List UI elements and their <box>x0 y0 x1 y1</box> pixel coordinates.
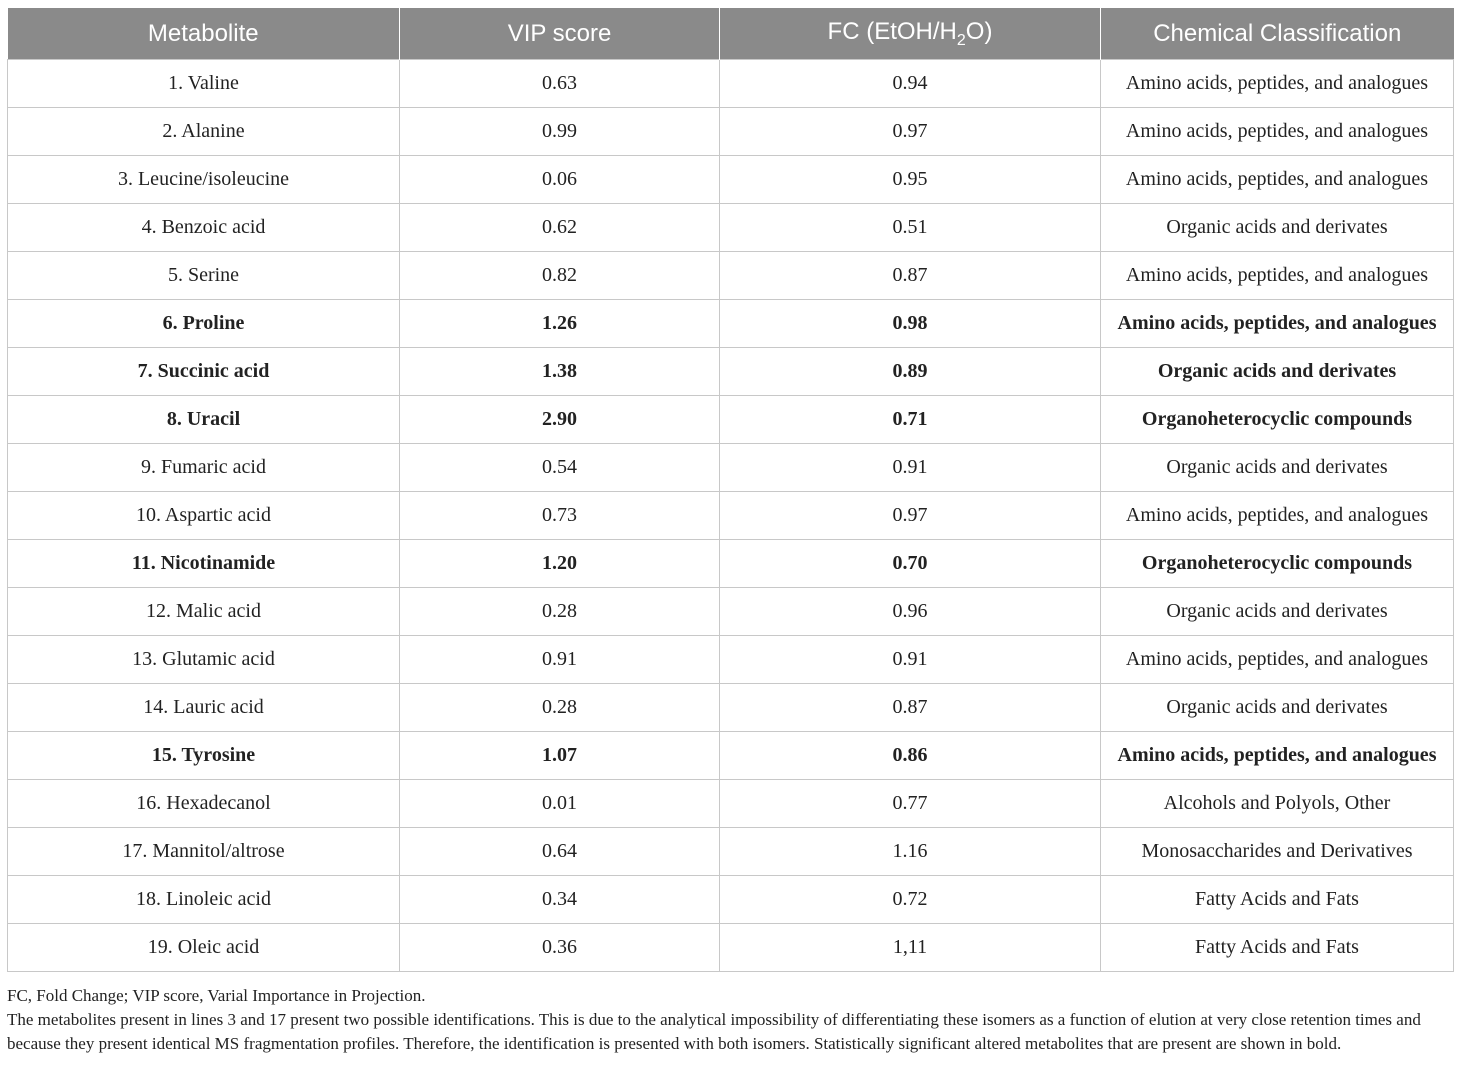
cell-chemical-classification: Organoheterocyclic compounds <box>1101 540 1454 588</box>
table-footnotes <box>7 984 1453 1056</box>
cell-vip-score: 1.26 <box>400 300 720 348</box>
cell-metabolite: 6. Proline <box>8 300 400 348</box>
cell-vip-score: 0.34 <box>400 876 720 924</box>
cell-chemical-classification: Organic acids and derivates <box>1101 204 1454 252</box>
metabolite-table-container <box>7 8 1453 972</box>
cell-metabolite: 17. Mannitol/altrose <box>8 828 400 876</box>
table-row <box>8 396 1454 444</box>
cell-metabolite: 7. Succinic acid <box>8 348 400 396</box>
cell-metabolite: 13. Glutamic acid <box>8 636 400 684</box>
header-fold-change <box>720 8 1101 60</box>
cell-vip-score: 0.63 <box>400 60 720 108</box>
cell-fold-change: 0.86 <box>720 732 1101 780</box>
cell-metabolite: 2. Alanine <box>8 108 400 156</box>
cell-fold-change: 1,11 <box>720 924 1101 972</box>
cell-metabolite: 3. Leucine/isoleucine <box>8 156 400 204</box>
cell-fold-change: 0.95 <box>720 156 1101 204</box>
header-metabolite: Metabolite <box>8 8 400 60</box>
cell-metabolite: 4. Benzoic acid <box>8 204 400 252</box>
table-row <box>8 204 1454 252</box>
cell-fold-change: 0.87 <box>720 252 1101 300</box>
cell-fold-change: 0.89 <box>720 348 1101 396</box>
header-fc-prefix: FC (EtOH/H <box>827 17 957 45</box>
table-row <box>8 444 1454 492</box>
cell-chemical-classification: Amino acids, peptides, and analogues <box>1101 108 1454 156</box>
cell-vip-score: 0.99 <box>400 108 720 156</box>
table-row <box>8 108 1454 156</box>
cell-metabolite: 11. Nicotinamide <box>8 540 400 588</box>
cell-vip-score: 0.91 <box>400 636 720 684</box>
cell-vip-score: 0.82 <box>400 252 720 300</box>
cell-metabolite: 14. Lauric acid <box>8 684 400 732</box>
cell-chemical-classification: Amino acids, peptides, and analogues <box>1101 252 1454 300</box>
cell-fold-change: 0.71 <box>720 396 1101 444</box>
table-row <box>8 156 1454 204</box>
header-fc-subscript: 2 <box>956 31 966 49</box>
cell-vip-score: 0.28 <box>400 588 720 636</box>
table-row <box>8 300 1454 348</box>
cell-chemical-classification: Amino acids, peptides, and analogues <box>1101 156 1454 204</box>
cell-vip-score: 1.20 <box>400 540 720 588</box>
cell-metabolite: 16. Hexadecanol <box>8 780 400 828</box>
table-row <box>8 540 1454 588</box>
table-row <box>8 876 1454 924</box>
cell-vip-score: 0.64 <box>400 828 720 876</box>
cell-fold-change: 0.51 <box>720 204 1101 252</box>
cell-vip-score: 0.54 <box>400 444 720 492</box>
metabolite-table <box>7 8 1454 972</box>
cell-fold-change: 0.98 <box>720 300 1101 348</box>
footnote-abbreviations: FC, Fold Change; VIP score, Varial Importance in Projection. <box>7 986 426 1005</box>
header-vip-score: VIP score <box>400 8 720 60</box>
cell-fold-change: 0.91 <box>720 636 1101 684</box>
cell-chemical-classification: Organoheterocyclic compounds <box>1101 396 1454 444</box>
cell-metabolite: 19. Oleic acid <box>8 924 400 972</box>
cell-chemical-classification: Organic acids and derivates <box>1101 444 1454 492</box>
cell-metabolite: 12. Malic acid <box>8 588 400 636</box>
cell-chemical-classification: Fatty Acids and Fats <box>1101 876 1454 924</box>
table-row <box>8 60 1454 108</box>
cell-metabolite: 5. Serine <box>8 252 400 300</box>
cell-fold-change: 1.16 <box>720 828 1101 876</box>
cell-fold-change: 0.97 <box>720 492 1101 540</box>
table-row <box>8 348 1454 396</box>
cell-fold-change: 0.72 <box>720 876 1101 924</box>
cell-chemical-classification: Alcohols and Polyols, Other <box>1101 780 1454 828</box>
table-row <box>8 828 1454 876</box>
table-row <box>8 636 1454 684</box>
cell-vip-score: 1.07 <box>400 732 720 780</box>
cell-metabolite: 10. Aspartic acid <box>8 492 400 540</box>
cell-vip-score: 0.28 <box>400 684 720 732</box>
header-fc-suffix: O) <box>965 17 993 45</box>
cell-chemical-classification: Amino acids, peptides, and analogues <box>1101 60 1454 108</box>
cell-chemical-classification: Organic acids and derivates <box>1101 348 1454 396</box>
cell-metabolite: 18. Linoleic acid <box>8 876 400 924</box>
cell-chemical-classification: Amino acids, peptides, and analogues <box>1101 732 1454 780</box>
table-row <box>8 732 1454 780</box>
table-row <box>8 588 1454 636</box>
table-row <box>8 492 1454 540</box>
cell-fold-change: 0.91 <box>720 444 1101 492</box>
cell-chemical-classification: Monosaccharides and Derivatives <box>1101 828 1454 876</box>
header-chemical-classification: Chemical Classification <box>1101 8 1454 60</box>
table-row <box>8 684 1454 732</box>
table-body <box>8 60 1454 972</box>
cell-fold-change: 0.97 <box>720 108 1101 156</box>
cell-vip-score: 0.62 <box>400 204 720 252</box>
cell-chemical-classification: Fatty Acids and Fats <box>1101 924 1454 972</box>
cell-vip-score: 0.73 <box>400 492 720 540</box>
footnote-note: The metabolites present in lines 3 and 17 present two possible identifications. This is due to the analytical impossibility of differentiating these isomers as a function of elution at very close retention times and because they present identical MS fragmentation profiles. Therefore, the identification is presented with both isomers. Statistically significant altered metabolites that are present are shown in bold. <box>7 1010 1421 1053</box>
cell-fold-change: 0.96 <box>720 588 1101 636</box>
cell-fold-change: 0.77 <box>720 780 1101 828</box>
table-header-row <box>8 8 1454 60</box>
cell-chemical-classification: Amino acids, peptides, and analogues <box>1101 492 1454 540</box>
cell-chemical-classification: Organic acids and derivates <box>1101 684 1454 732</box>
table-row <box>8 252 1454 300</box>
cell-vip-score: 0.06 <box>400 156 720 204</box>
cell-metabolite: 8. Uracil <box>8 396 400 444</box>
cell-metabolite: 1. Valine <box>8 60 400 108</box>
cell-vip-score: 0.01 <box>400 780 720 828</box>
table-row <box>8 780 1454 828</box>
cell-fold-change: 0.94 <box>720 60 1101 108</box>
cell-chemical-classification: Organic acids and derivates <box>1101 588 1454 636</box>
cell-metabolite: 15. Tyrosine <box>8 732 400 780</box>
cell-chemical-classification: Amino acids, peptides, and analogues <box>1101 300 1454 348</box>
cell-vip-score: 2.90 <box>400 396 720 444</box>
cell-fold-change: 0.87 <box>720 684 1101 732</box>
cell-vip-score: 0.36 <box>400 924 720 972</box>
cell-vip-score: 1.38 <box>400 348 720 396</box>
cell-metabolite: 9. Fumaric acid <box>8 444 400 492</box>
table-row <box>8 924 1454 972</box>
cell-fold-change: 0.70 <box>720 540 1101 588</box>
cell-chemical-classification: Amino acids, peptides, and analogues <box>1101 636 1454 684</box>
